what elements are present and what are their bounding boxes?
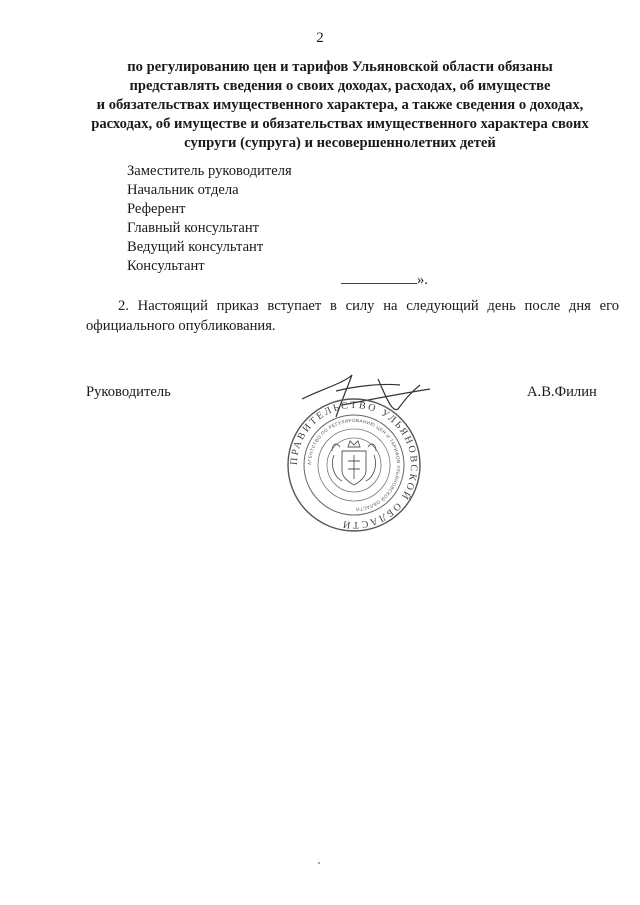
closing-underline bbox=[341, 272, 417, 284]
signer-title: Руководитель bbox=[86, 384, 171, 400]
position-item: Главный консультант bbox=[127, 220, 260, 236]
title-line: супруги (супруга) и несовершеннолетних детей bbox=[184, 135, 496, 151]
coat-of-arms-icon bbox=[332, 441, 376, 485]
position-item: Консультант bbox=[127, 258, 205, 274]
section-title bbox=[62, 58, 618, 153]
signer-name: А.В.Филин bbox=[527, 384, 597, 400]
position-item: Референт bbox=[127, 201, 186, 217]
seal-inner-text: АГЕНТСТВО ПО РЕГУЛИРОВАНИЮ ЦЕН И ТАРИФОВ УЛЬЯНОВСКОЙ ОБЛАСТИ bbox=[306, 417, 402, 512]
title-line: расходах, об имуществе и обязательствах имущественного характера своих bbox=[91, 116, 589, 132]
page-number: 2 bbox=[316, 30, 324, 46]
position-item: Начальник отдела bbox=[127, 182, 239, 198]
seal-outer-text: ПРАВИТЕЛЬСТВО УЛЬЯНОВСКОЙ ОБЛАСТИ bbox=[288, 399, 420, 531]
closing-line bbox=[341, 272, 428, 289]
position-item: Ведущий консультант bbox=[127, 239, 264, 255]
official-seal bbox=[282, 361, 432, 541]
scan-speck bbox=[318, 862, 320, 864]
clause-2: 2. Настоящий приказ вступает в силу на следующий день после дня его официального опубликования. bbox=[86, 298, 619, 334]
closing-quote: ». bbox=[417, 272, 428, 288]
title-line: представлять сведения о своих доходах, расходах, об имуществе bbox=[129, 78, 551, 94]
title-line: по регулированию цен и тарифов Ульяновской области обязаны bbox=[127, 59, 553, 75]
position-item: Заместитель руководителя bbox=[127, 163, 292, 179]
positions-list bbox=[127, 162, 292, 276]
title-line: и обязательствах имущественного характера, а также сведения о доходах, bbox=[96, 97, 584, 113]
